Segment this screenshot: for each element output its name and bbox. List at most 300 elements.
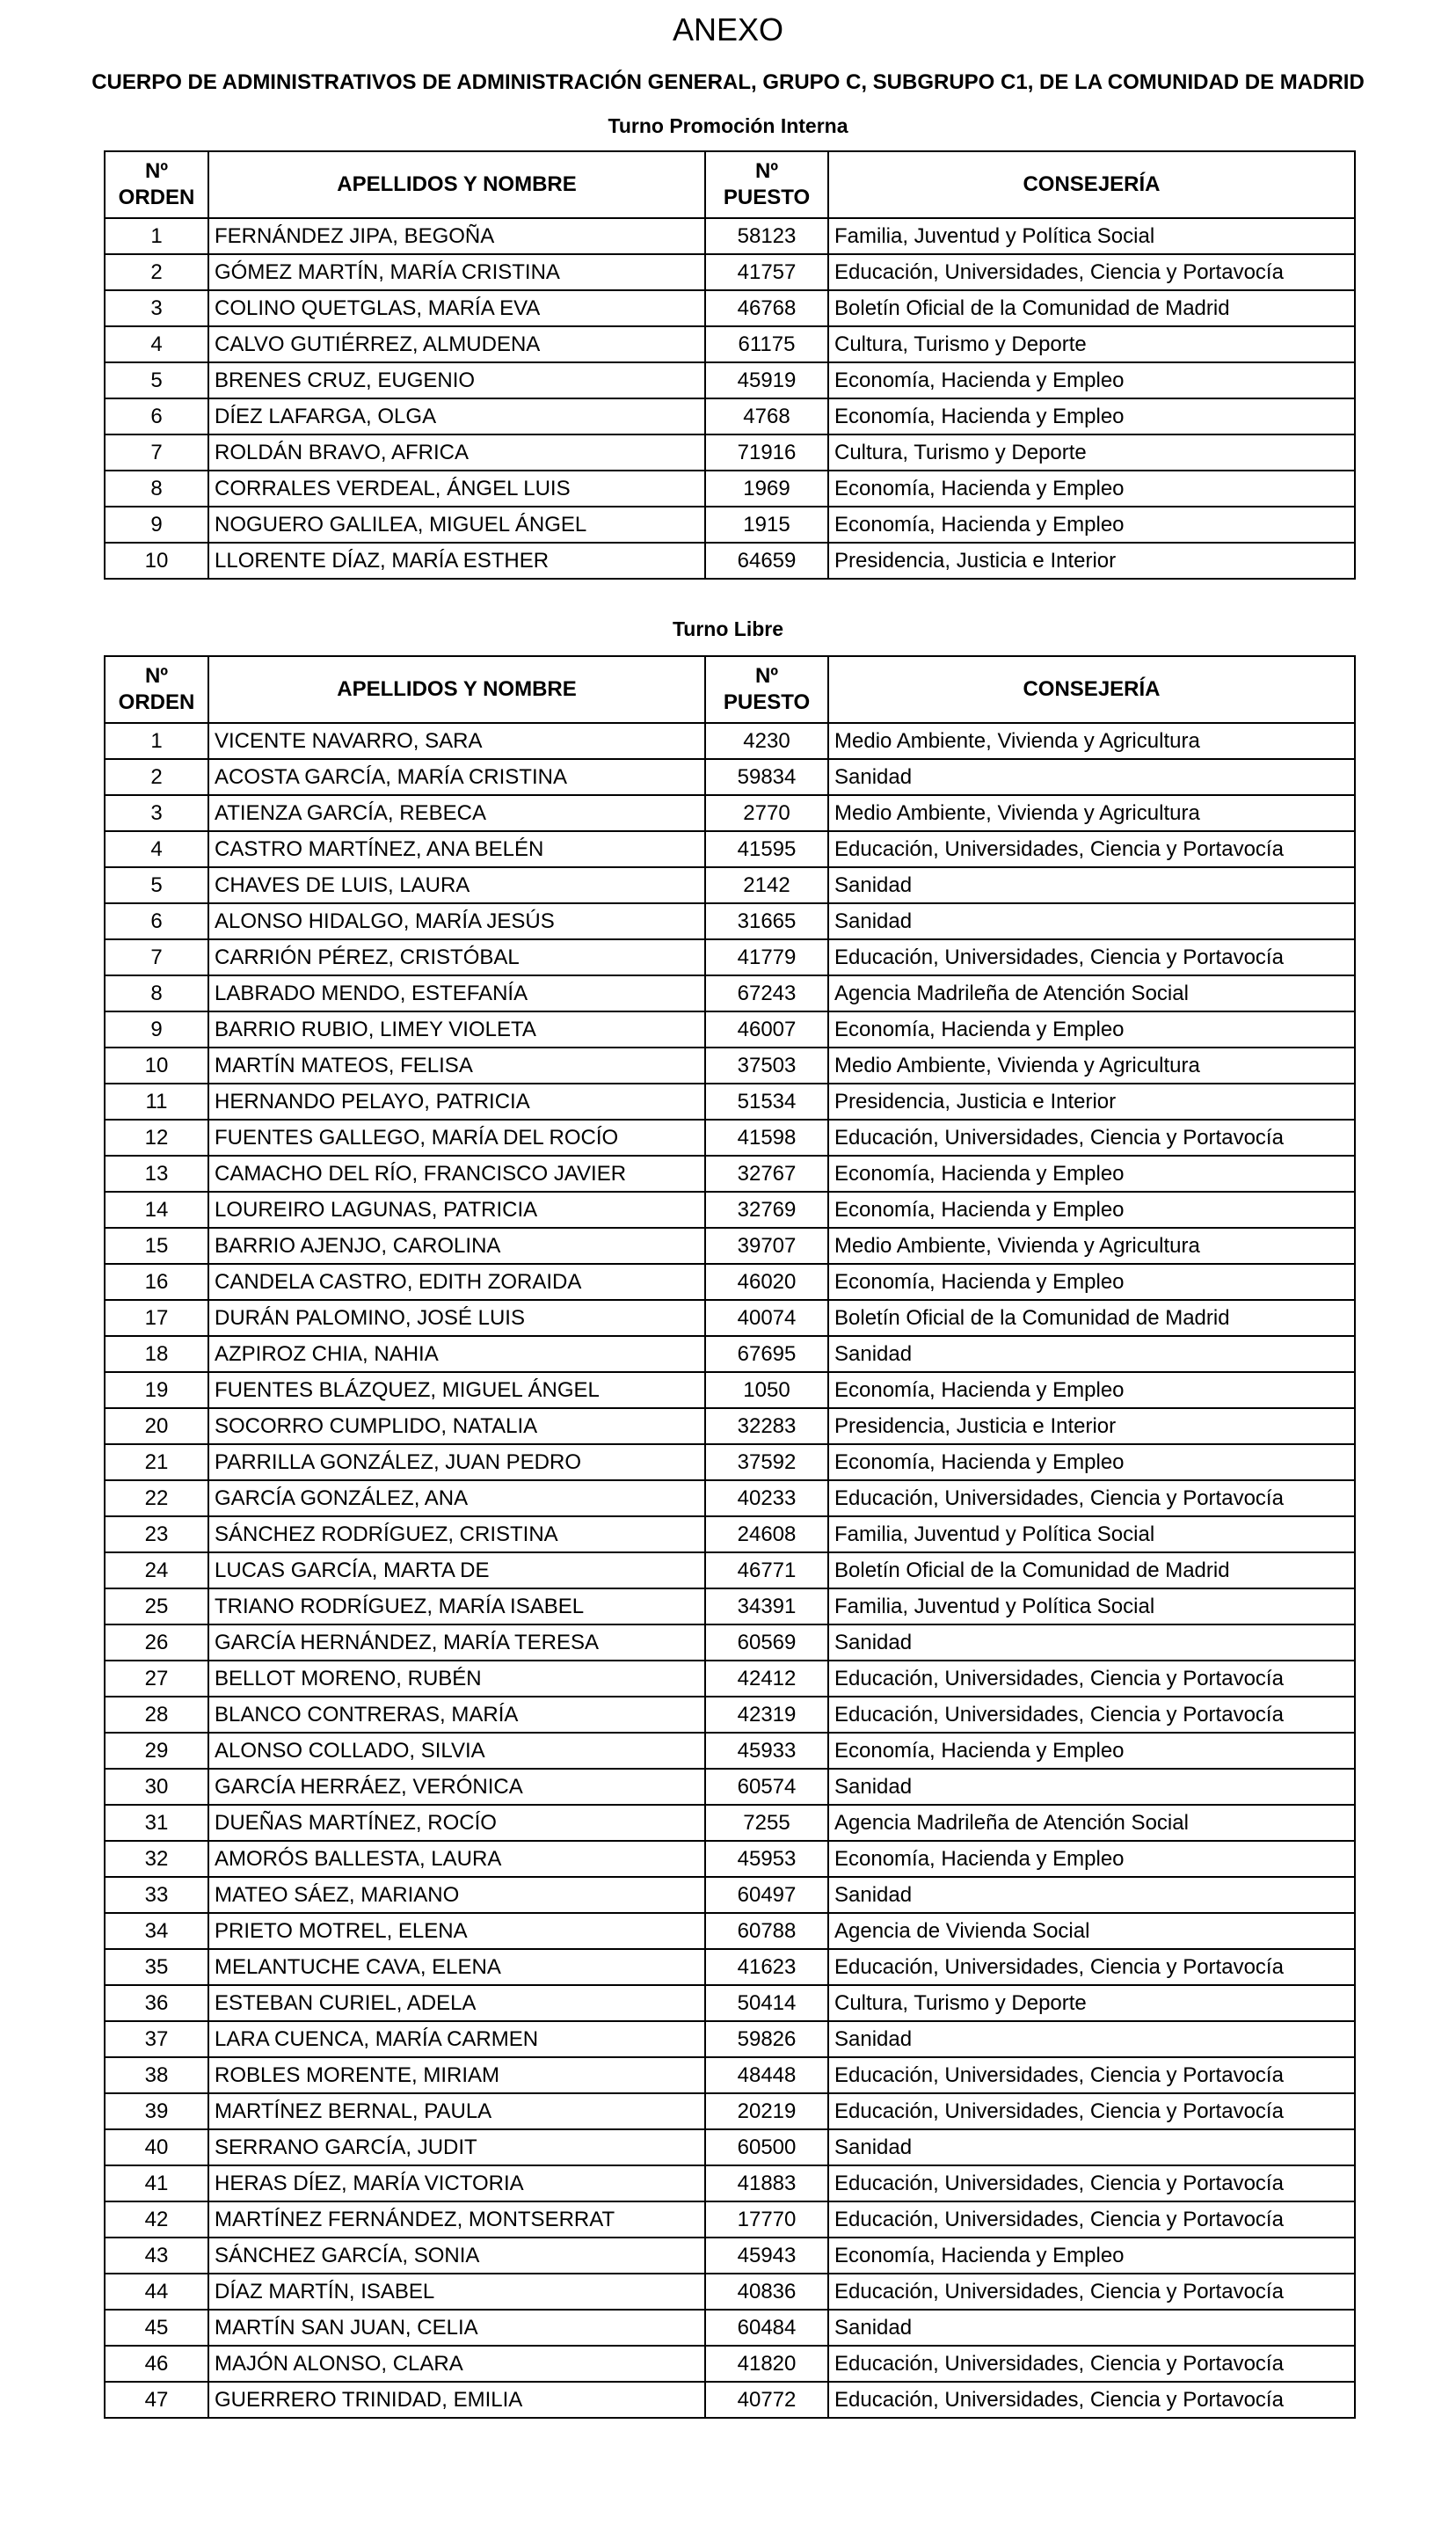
cell-consejeria: Educación, Universidades, Ciencia y Portavocía	[828, 2057, 1355, 2093]
cell-puesto: 48448	[705, 2057, 828, 2093]
cell-consejeria: Economía, Hacienda y Empleo	[828, 1192, 1355, 1228]
cell-orden: 35	[105, 1949, 208, 1985]
header-consejeria: CONSEJERÍA	[828, 656, 1355, 723]
cell-orden: 30	[105, 1769, 208, 1805]
cell-puesto: 58123	[705, 218, 828, 254]
cell-nombre: MARTÍNEZ BERNAL, PAULA	[208, 2093, 705, 2129]
table-row	[105, 434, 1355, 471]
cell-nombre: DÍAZ MARTÍN, ISABEL	[208, 2274, 705, 2310]
cell-puesto: 7255	[705, 1805, 828, 1841]
cell-nombre: BRENES CRUZ, EUGENIO	[208, 362, 705, 398]
cell-consejeria: Educación, Universidades, Ciencia y Portavocía	[828, 2346, 1355, 2382]
cell-nombre: ATIENZA GARCÍA, REBECA	[208, 795, 705, 831]
cell-nombre: GUERRERO TRINIDAD, EMILIA	[208, 2382, 705, 2418]
cell-nombre: GARCÍA HERRÁEZ, VERÓNICA	[208, 1769, 705, 1805]
cell-consejeria: Boletín Oficial de la Comunidad de Madrid	[828, 290, 1355, 326]
cell-nombre: ALONSO COLLADO, SILVIA	[208, 1733, 705, 1769]
header-orden: Nº ORDEN	[105, 151, 208, 218]
cell-consejeria: Sanidad	[828, 1769, 1355, 1805]
table-row	[105, 507, 1355, 543]
cell-puesto: 17770	[705, 2201, 828, 2238]
cell-orden: 15	[105, 1228, 208, 1264]
table-row	[105, 1300, 1355, 1336]
table-row	[105, 362, 1355, 398]
table-row	[105, 1444, 1355, 1480]
cell-orden: 43	[105, 2238, 208, 2274]
cell-nombre: TRIANO RODRÍGUEZ, MARÍA ISABEL	[208, 1588, 705, 1624]
table-row	[105, 1877, 1355, 1913]
cell-nombre: GÓMEZ MARTÍN, MARÍA CRISTINA	[208, 254, 705, 290]
cell-puesto: 50414	[705, 1985, 828, 2021]
cell-nombre: GARCÍA GONZÁLEZ, ANA	[208, 1480, 705, 1516]
document-subtitle: CUERPO DE ADMINISTRATIVOS DE ADMINISTRACIÓN GENERAL, GRUPO C, SUBGRUPO C1, DE LA COMUNIDAD DE MADRID	[91, 70, 1365, 94]
cell-puesto: 60574	[705, 1769, 828, 1805]
header-puesto: Nº PUESTO	[705, 656, 828, 723]
cell-consejeria: Agencia de Vivienda Social	[828, 1913, 1355, 1949]
cell-nombre: MARTÍN MATEOS, FELISA	[208, 1048, 705, 1084]
cell-puesto: 51534	[705, 1084, 828, 1120]
cell-orden: 16	[105, 1264, 208, 1300]
table-row	[105, 543, 1355, 579]
cell-consejeria: Sanidad	[828, 903, 1355, 939]
cell-orden: 6	[105, 398, 208, 434]
cell-consejeria: Cultura, Turismo y Deporte	[828, 1985, 1355, 2021]
cell-puesto: 67695	[705, 1336, 828, 1372]
cell-consejeria: Educación, Universidades, Ciencia y Portavocía	[828, 1661, 1355, 1697]
cell-consejeria: Educación, Universidades, Ciencia y Portavocía	[828, 1697, 1355, 1733]
cell-orden: 31	[105, 1805, 208, 1841]
cell-orden: 45	[105, 2310, 208, 2346]
cell-puesto: 40074	[705, 1300, 828, 1336]
header-nombre: APELLIDOS Y NOMBRE	[208, 151, 705, 218]
cell-consejeria: Cultura, Turismo y Deporte	[828, 326, 1355, 362]
cell-consejeria: Educación, Universidades, Ciencia y Portavocía	[828, 2093, 1355, 2129]
cell-consejeria: Boletín Oficial de la Comunidad de Madrid	[828, 1300, 1355, 1336]
cell-puesto: 2142	[705, 867, 828, 903]
cell-puesto: 37503	[705, 1048, 828, 1084]
cell-puesto: 41820	[705, 2346, 828, 2382]
cell-orden: 1	[105, 218, 208, 254]
cell-consejeria: Economía, Hacienda y Empleo	[828, 507, 1355, 543]
table-body	[105, 218, 1355, 579]
cell-orden: 7	[105, 434, 208, 471]
cell-nombre: COLINO QUETGLAS, MARÍA EVA	[208, 290, 705, 326]
table-row	[105, 2201, 1355, 2238]
cell-consejeria: Educación, Universidades, Ciencia y Portavocía	[828, 2274, 1355, 2310]
cell-puesto: 59826	[705, 2021, 828, 2057]
cell-consejeria: Economía, Hacienda y Empleo	[828, 2238, 1355, 2274]
cell-consejeria: Educación, Universidades, Ciencia y Portavocía	[828, 1120, 1355, 1156]
cell-nombre: ESTEBAN CURIEL, ADELA	[208, 1985, 705, 2021]
table-row	[105, 2346, 1355, 2382]
cell-nombre: AZPIROZ CHIA, NAHIA	[208, 1336, 705, 1372]
cell-consejeria: Educación, Universidades, Ciencia y Portavocía	[828, 2201, 1355, 2238]
table-row	[105, 1733, 1355, 1769]
cell-puesto: 41757	[705, 254, 828, 290]
table-row	[105, 759, 1355, 795]
table-row	[105, 1192, 1355, 1228]
cell-puesto: 32769	[705, 1192, 828, 1228]
table-row	[105, 2238, 1355, 2274]
cell-orden: 4	[105, 831, 208, 867]
cell-nombre: BELLOT MORENO, RUBÉN	[208, 1661, 705, 1697]
cell-consejeria: Sanidad	[828, 2129, 1355, 2165]
section-title-turno-libre: Turno Libre	[672, 617, 784, 640]
cell-puesto: 4768	[705, 398, 828, 434]
table-row	[105, 2310, 1355, 2346]
cell-consejeria: Educación, Universidades, Ciencia y Portavocía	[828, 1480, 1355, 1516]
cell-orden: 25	[105, 1588, 208, 1624]
cell-nombre: ROBLES MORENTE, MIRIAM	[208, 2057, 705, 2093]
cell-orden: 17	[105, 1300, 208, 1336]
cell-orden: 8	[105, 975, 208, 1011]
cell-consejeria: Educación, Universidades, Ciencia y Portavocía	[828, 831, 1355, 867]
table-row	[105, 1985, 1355, 2021]
cell-orden: 27	[105, 1661, 208, 1697]
cell-consejeria: Sanidad	[828, 867, 1355, 903]
table-row	[105, 1949, 1355, 1985]
cell-puesto: 4230	[705, 723, 828, 759]
cell-puesto: 45953	[705, 1841, 828, 1877]
cell-puesto: 40772	[705, 2382, 828, 2418]
cell-consejeria: Educación, Universidades, Ciencia y Portavocía	[828, 2382, 1355, 2418]
cell-orden: 13	[105, 1156, 208, 1192]
cell-consejeria: Sanidad	[828, 2021, 1355, 2057]
cell-orden: 40	[105, 2129, 208, 2165]
cell-puesto: 41883	[705, 2165, 828, 2201]
table-row	[105, 1624, 1355, 1661]
cell-consejeria: Sanidad	[828, 1336, 1355, 1372]
cell-orden: 5	[105, 867, 208, 903]
cell-orden: 14	[105, 1192, 208, 1228]
table-row	[105, 939, 1355, 975]
cell-nombre: MELANTUCHE CAVA, ELENA	[208, 1949, 705, 1985]
cell-orden: 4	[105, 326, 208, 362]
table-row	[105, 2057, 1355, 2093]
cell-consejeria: Medio Ambiente, Vivienda y Agricultura	[828, 1048, 1355, 1084]
cell-nombre: PARRILLA GONZÁLEZ, JUAN PEDRO	[208, 1444, 705, 1480]
cell-nombre: CARRIÓN PÉREZ, CRISTÓBAL	[208, 939, 705, 975]
cell-nombre: BLANCO CONTRERAS, MARÍA	[208, 1697, 705, 1733]
cell-consejeria: Economía, Hacienda y Empleo	[828, 1444, 1355, 1480]
cell-nombre: HERAS DÍEZ, MARÍA VICTORIA	[208, 2165, 705, 2201]
cell-orden: 3	[105, 290, 208, 326]
cell-nombre: VICENTE NAVARRO, SARA	[208, 723, 705, 759]
table-row	[105, 1588, 1355, 1624]
cell-puesto: 67243	[705, 975, 828, 1011]
cell-orden: 1	[105, 723, 208, 759]
cell-nombre: NOGUERO GALILEA, MIGUEL ÁNGEL	[208, 507, 705, 543]
cell-puesto: 64659	[705, 543, 828, 579]
cell-orden: 26	[105, 1624, 208, 1661]
cell-nombre: LABRADO MENDO, ESTEFANÍA	[208, 975, 705, 1011]
table-row	[105, 1552, 1355, 1588]
cell-consejeria: Economía, Hacienda y Empleo	[828, 471, 1355, 507]
cell-puesto: 40836	[705, 2274, 828, 2310]
cell-orden: 37	[105, 2021, 208, 2057]
table-row	[105, 398, 1355, 434]
cell-orden: 38	[105, 2057, 208, 2093]
cell-puesto: 41623	[705, 1949, 828, 1985]
cell-consejeria: Economía, Hacienda y Empleo	[828, 398, 1355, 434]
cell-puesto: 42319	[705, 1697, 828, 1733]
cell-puesto: 60497	[705, 1877, 828, 1913]
cell-orden: 47	[105, 2382, 208, 2418]
cell-orden: 7	[105, 939, 208, 975]
section-title-promocion-interna: Turno Promoción Interna	[608, 114, 848, 137]
cell-orden: 41	[105, 2165, 208, 2201]
table-row	[105, 1408, 1355, 1444]
table-row	[105, 1516, 1355, 1552]
cell-nombre: CHAVES DE LUIS, LAURA	[208, 867, 705, 903]
cell-nombre: CASTRO MARTÍNEZ, ANA BELÉN	[208, 831, 705, 867]
table-body	[105, 723, 1355, 2418]
cell-puesto: 2770	[705, 795, 828, 831]
cell-consejeria: Economía, Hacienda y Empleo	[828, 1372, 1355, 1408]
table-row	[105, 2021, 1355, 2057]
cell-consejeria: Sanidad	[828, 2310, 1355, 2346]
cell-orden: 23	[105, 1516, 208, 1552]
cell-consejeria: Economía, Hacienda y Empleo	[828, 1011, 1355, 1048]
cell-consejeria: Familia, Juventud y Política Social	[828, 1588, 1355, 1624]
table-row	[105, 1264, 1355, 1300]
table-header-row	[105, 656, 1355, 723]
table-row	[105, 1084, 1355, 1120]
cell-puesto: 39707	[705, 1228, 828, 1264]
cell-nombre: FERNÁNDEZ JIPA, BEGOÑA	[208, 218, 705, 254]
cell-orden: 20	[105, 1408, 208, 1444]
cell-nombre: ACOSTA GARCÍA, MARÍA CRISTINA	[208, 759, 705, 795]
cell-nombre: CAMACHO DEL RÍO, FRANCISCO JAVIER	[208, 1156, 705, 1192]
cell-orden: 32	[105, 1841, 208, 1877]
table-row	[105, 1228, 1355, 1264]
cell-nombre: ROLDÁN BRAVO, AFRICA	[208, 434, 705, 471]
table-row	[105, 903, 1355, 939]
table-row	[105, 867, 1355, 903]
table-row	[105, 471, 1355, 507]
cell-consejeria: Educación, Universidades, Ciencia y Portavocía	[828, 2165, 1355, 2201]
table-row	[105, 2093, 1355, 2129]
cell-consejeria: Familia, Juventud y Política Social	[828, 1516, 1355, 1552]
cell-puesto: 32283	[705, 1408, 828, 1444]
cell-orden: 3	[105, 795, 208, 831]
table-row	[105, 795, 1355, 831]
cell-puesto: 60500	[705, 2129, 828, 2165]
header-consejeria: CONSEJERÍA	[828, 151, 1355, 218]
cell-nombre: LLORENTE DÍAZ, MARÍA ESTHER	[208, 543, 705, 579]
cell-puesto: 59834	[705, 759, 828, 795]
cell-consejeria: Medio Ambiente, Vivienda y Agricultura	[828, 795, 1355, 831]
table-row	[105, 1661, 1355, 1697]
cell-consejeria: Educación, Universidades, Ciencia y Portavocía	[828, 254, 1355, 290]
cell-consejeria: Boletín Oficial de la Comunidad de Madrid	[828, 1552, 1355, 1588]
cell-nombre: AMORÓS BALLESTA, LAURA	[208, 1841, 705, 1877]
cell-orden: 10	[105, 543, 208, 579]
cell-puesto: 71916	[705, 434, 828, 471]
cell-consejeria: Sanidad	[828, 1624, 1355, 1661]
table-row	[105, 1697, 1355, 1733]
cell-consejeria: Educación, Universidades, Ciencia y Portavocía	[828, 1949, 1355, 1985]
cell-orden: 19	[105, 1372, 208, 1408]
header-nombre: APELLIDOS Y NOMBRE	[208, 656, 705, 723]
cell-puesto: 46020	[705, 1264, 828, 1300]
cell-consejeria: Presidencia, Justicia e Interior	[828, 543, 1355, 579]
table-promocion-interna	[104, 150, 1356, 580]
cell-nombre: PRIETO MOTREL, ELENA	[208, 1913, 705, 1949]
cell-nombre: SÁNCHEZ RODRÍGUEZ, CRISTINA	[208, 1516, 705, 1552]
cell-puesto: 41595	[705, 831, 828, 867]
page-title: ANEXO	[672, 11, 784, 47]
cell-consejeria: Economía, Hacienda y Empleo	[828, 1841, 1355, 1877]
cell-orden: 11	[105, 1084, 208, 1120]
table-row	[105, 218, 1355, 254]
cell-nombre: ALONSO HIDALGO, MARÍA JESÚS	[208, 903, 705, 939]
cell-orden: 5	[105, 362, 208, 398]
cell-nombre: LARA CUENCA, MARÍA CARMEN	[208, 2021, 705, 2057]
cell-orden: 33	[105, 1877, 208, 1913]
table-row	[105, 2129, 1355, 2165]
cell-consejeria: Medio Ambiente, Vivienda y Agricultura	[828, 1228, 1355, 1264]
cell-consejeria: Economía, Hacienda y Empleo	[828, 362, 1355, 398]
cell-nombre: SÁNCHEZ GARCÍA, SONIA	[208, 2238, 705, 2274]
cell-puesto: 61175	[705, 326, 828, 362]
cell-consejeria: Presidencia, Justicia e Interior	[828, 1084, 1355, 1120]
cell-orden: 39	[105, 2093, 208, 2129]
cell-puesto: 60569	[705, 1624, 828, 1661]
table-row	[105, 1156, 1355, 1192]
table-row	[105, 1841, 1355, 1877]
cell-nombre: BARRIO RUBIO, LIMEY VIOLETA	[208, 1011, 705, 1048]
cell-consejeria: Presidencia, Justicia e Interior	[828, 1408, 1355, 1444]
table-row	[105, 1011, 1355, 1048]
cell-puesto: 60788	[705, 1913, 828, 1949]
cell-consejeria: Economía, Hacienda y Empleo	[828, 1156, 1355, 1192]
table-row	[105, 1120, 1355, 1156]
table-row	[105, 1769, 1355, 1805]
cell-puesto: 32767	[705, 1156, 828, 1192]
cell-nombre: FUENTES BLÁZQUEZ, MIGUEL ÁNGEL	[208, 1372, 705, 1408]
table-row	[105, 1805, 1355, 1841]
cell-orden: 22	[105, 1480, 208, 1516]
cell-puesto: 20219	[705, 2093, 828, 2129]
table-row	[105, 723, 1355, 759]
cell-consejeria: Educación, Universidades, Ciencia y Portavocía	[828, 939, 1355, 975]
cell-orden: 12	[105, 1120, 208, 1156]
cell-puesto: 41598	[705, 1120, 828, 1156]
cell-orden: 28	[105, 1697, 208, 1733]
table-row	[105, 1480, 1355, 1516]
cell-puesto: 45933	[705, 1733, 828, 1769]
cell-puesto: 31665	[705, 903, 828, 939]
cell-nombre: SOCORRO CUMPLIDO, NATALIA	[208, 1408, 705, 1444]
cell-puesto: 45943	[705, 2238, 828, 2274]
cell-puesto: 1969	[705, 471, 828, 507]
cell-nombre: CORRALES VERDEAL, ÁNGEL LUIS	[208, 471, 705, 507]
cell-nombre: MATEO SÁEZ, MARIANO	[208, 1877, 705, 1913]
cell-orden: 6	[105, 903, 208, 939]
cell-orden: 2	[105, 254, 208, 290]
cell-orden: 46	[105, 2346, 208, 2382]
cell-nombre: MAJÓN ALONSO, CLARA	[208, 2346, 705, 2382]
cell-orden: 9	[105, 1011, 208, 1048]
cell-orden: 24	[105, 1552, 208, 1588]
cell-orden: 10	[105, 1048, 208, 1084]
cell-nombre: BARRIO AJENJO, CAROLINA	[208, 1228, 705, 1264]
cell-nombre: MARTÍNEZ FERNÁNDEZ, MONTSERRAT	[208, 2201, 705, 2238]
table-row	[105, 290, 1355, 326]
cell-nombre: DUEÑAS MARTÍNEZ, ROCÍO	[208, 1805, 705, 1841]
cell-nombre: LUCAS GARCÍA, MARTA DE	[208, 1552, 705, 1588]
cell-orden: 34	[105, 1913, 208, 1949]
cell-puesto: 46007	[705, 1011, 828, 1048]
table-row	[105, 1913, 1355, 1949]
table-header-row	[105, 151, 1355, 218]
table-row	[105, 2165, 1355, 2201]
cell-orden: 36	[105, 1985, 208, 2021]
cell-puesto: 37592	[705, 1444, 828, 1480]
cell-puesto: 46768	[705, 290, 828, 326]
cell-nombre: MARTÍN SAN JUAN, CELIA	[208, 2310, 705, 2346]
cell-puesto: 34391	[705, 1588, 828, 1624]
cell-consejeria: Medio Ambiente, Vivienda y Agricultura	[828, 723, 1355, 759]
cell-orden: 29	[105, 1733, 208, 1769]
cell-nombre: CALVO GUTIÉRREZ, ALMUDENA	[208, 326, 705, 362]
cell-nombre: HERNANDO PELAYO, PATRICIA	[208, 1084, 705, 1120]
cell-consejeria: Familia, Juventud y Política Social	[828, 218, 1355, 254]
cell-consejeria: Agencia Madrileña de Atención Social	[828, 1805, 1355, 1841]
table-row	[105, 975, 1355, 1011]
table-row	[105, 1336, 1355, 1372]
cell-consejeria: Agencia Madrileña de Atención Social	[828, 975, 1355, 1011]
cell-nombre: CANDELA CASTRO, EDITH ZORAIDA	[208, 1264, 705, 1300]
cell-nombre: SERRANO GARCÍA, JUDIT	[208, 2129, 705, 2165]
table-row	[105, 2382, 1355, 2418]
table-row	[105, 831, 1355, 867]
cell-consejeria: Sanidad	[828, 759, 1355, 795]
cell-orden: 44	[105, 2274, 208, 2310]
cell-puesto: 1050	[705, 1372, 828, 1408]
cell-nombre: LOUREIRO LAGUNAS, PATRICIA	[208, 1192, 705, 1228]
cell-nombre: FUENTES GALLEGO, MARÍA DEL ROCÍO	[208, 1120, 705, 1156]
table-row	[105, 1372, 1355, 1408]
cell-consejeria: Economía, Hacienda y Empleo	[828, 1264, 1355, 1300]
cell-orden: 18	[105, 1336, 208, 1372]
table-row	[105, 2274, 1355, 2310]
table-row	[105, 326, 1355, 362]
cell-puesto: 40233	[705, 1480, 828, 1516]
cell-orden: 42	[105, 2201, 208, 2238]
cell-puesto: 42412	[705, 1661, 828, 1697]
cell-nombre: DÍEZ LAFARGA, OLGA	[208, 398, 705, 434]
header-puesto: Nº PUESTO	[705, 151, 828, 218]
cell-consejeria: Economía, Hacienda y Empleo	[828, 1733, 1355, 1769]
cell-orden: 9	[105, 507, 208, 543]
cell-puesto: 60484	[705, 2310, 828, 2346]
cell-puesto: 24608	[705, 1516, 828, 1552]
cell-orden: 8	[105, 471, 208, 507]
table-row	[105, 1048, 1355, 1084]
cell-puesto: 1915	[705, 507, 828, 543]
cell-puesto: 41779	[705, 939, 828, 975]
cell-nombre: GARCÍA HERNÁNDEZ, MARÍA TERESA	[208, 1624, 705, 1661]
cell-orden: 21	[105, 1444, 208, 1480]
cell-orden: 2	[105, 759, 208, 795]
table-row	[105, 254, 1355, 290]
header-orden: Nº ORDEN	[105, 656, 208, 723]
cell-puesto: 45919	[705, 362, 828, 398]
cell-consejeria: Cultura, Turismo y Deporte	[828, 434, 1355, 471]
cell-nombre: DURÁN PALOMINO, JOSÉ LUIS	[208, 1300, 705, 1336]
